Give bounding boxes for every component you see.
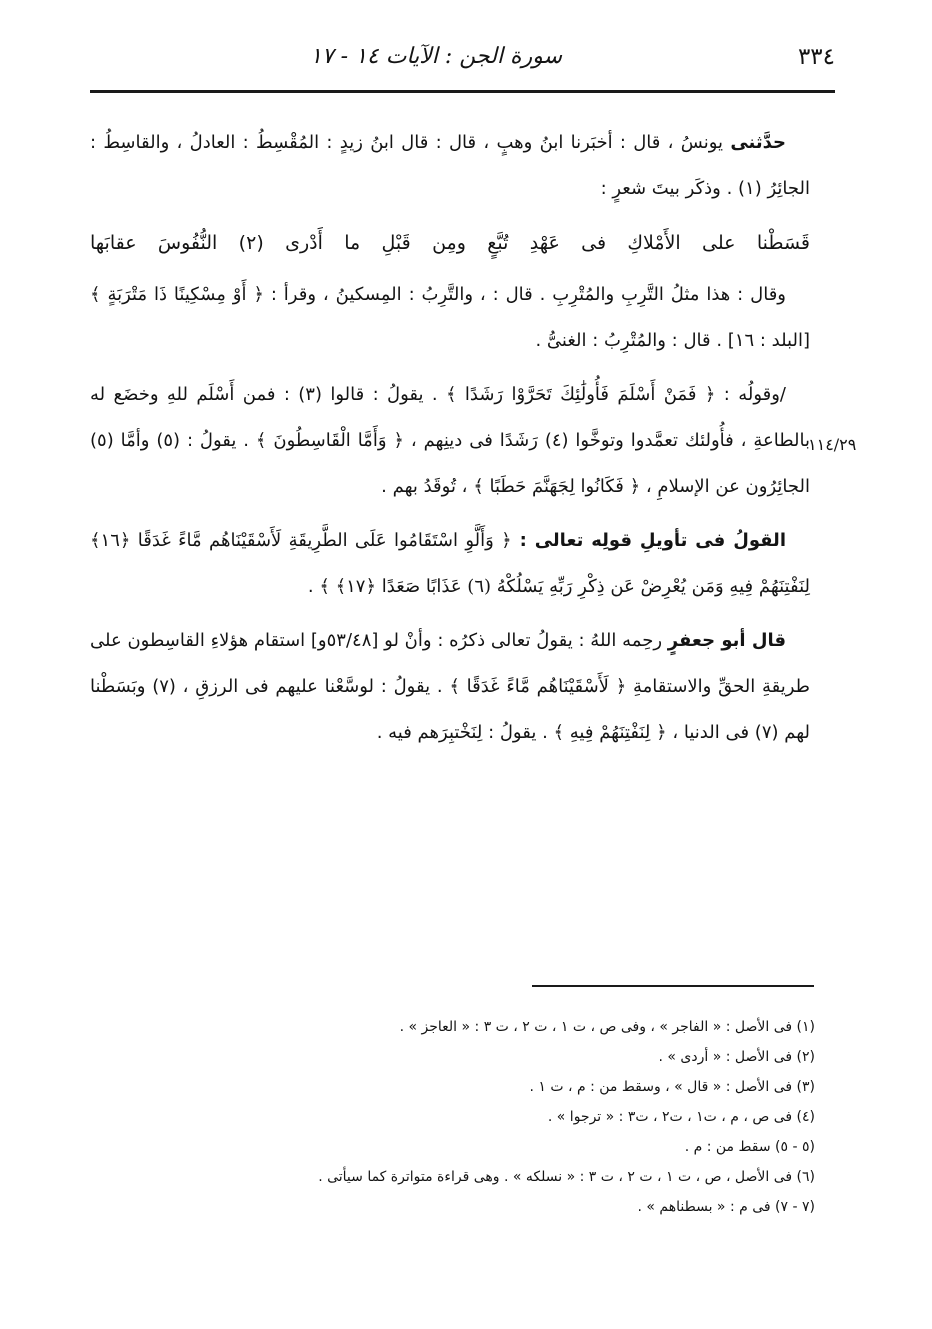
footnote: (٦) فى الأصل ، ص ، ت ١ ، ت ٢ ، ت ٣ : « نسلكه » . وهى قراءة متواترة كما سيأتى . xyxy=(318,1169,815,1185)
footnotes xyxy=(150,1012,815,1222)
page-header xyxy=(90,38,835,88)
footnote: (٢) فى الأصل : « أردى » . xyxy=(658,1049,815,1065)
footnote: (٤) فى ص ، م ، ت١ ، ت٢ ، ت٣ : « ترجوا » . xyxy=(547,1109,815,1125)
main-text xyxy=(90,120,810,764)
paragraph-3 xyxy=(90,372,810,510)
quran-quote: ﴿ وَأَلَّوِ اسْتَقَامُوا عَلَى الطَّرِيقَةِ لَأَسْقَيْنَاهُم مَّاءً غَدَقًا ﴿١٦﴾ لِنَفْتِنَهُمْ فِيهِ وَمَن يُعْرِضْ عَن ذِكْرِ رَبِّهِ يَسْلُكْهُ (٦) عَذَابًا صَعَدًا ﴿١٧﴾ ﴾ xyxy=(90,530,810,597)
paragraph-text: /وقولُه : xyxy=(715,384,786,405)
quran-quote: ﴿ أَوْ مِسْكِينًا ذَا مَتْرَبَةٍ ﴾ xyxy=(90,284,264,305)
paragraph-text: رحِمه اللهُ : يقولُ تعالى ذكرُه : وأنْ لو [٥٣/٤٨و] استقام هؤلاءِ القاسِطون على طريقةِ الحقِّ والاستقامةِ xyxy=(90,630,810,697)
paragraph-text: . يقولُ : لِنَخْتبِرَهم فيه . xyxy=(376,722,554,743)
paragraph-1 xyxy=(90,120,810,212)
poetry-verse: قَسَطْنا على الأَمْلاكِ فى عَهْدِ تُبَّعٍ ومِن قَبْلِ ما أَدْرى (٢) النُّفُوسَ عقابَها xyxy=(90,232,810,254)
page-number: ٣٣٤ xyxy=(797,44,835,70)
paragraph-text: . يقولُ : قالوا (٣) : فمن أَسْلَم للهِ وخضَع له بالطاعةِ ، فأُولئك تعمَّدوا وتوخَّوا (٤) رَشَدًا فى دينِهم ، xyxy=(90,384,810,451)
quran-quote: ﴿ لِنَفْتِنَهُمْ فِيهِ ﴾ xyxy=(553,722,667,743)
header-rule xyxy=(90,90,835,93)
quran-quote: ﴿ وَأَمَّا الْقَاسِطُونَ ﴾ xyxy=(255,430,404,451)
speaker-name: قال أبو جعفرٍ xyxy=(667,630,787,651)
paragraph-text: [البلد : ١٦] . قال : والمُتْرِبُ : الغنىُّ . xyxy=(535,330,810,351)
quran-quote: ﴿ فَمَنْ أَسْلَمَ فَأُولَٰئِكَ تَحَرَّوْا رَشَدًا ﴾ xyxy=(445,384,716,405)
paragraph-2 xyxy=(90,272,810,364)
footnote: (٥ - ٥) سقط من : م . xyxy=(684,1139,815,1155)
paragraph-text: وقال : هذا مثلُ التَّرِبِ والمُتْرِبِ . قال : ، والتَّرِبُ : المِسكينُ ، وقرأ : xyxy=(263,284,786,305)
paragraph-text: . يقولُ : لوسَّعْنا عليهم فى الرزقِ ، (٧) وبَسَطْنا لهم (٧) فى الدنيا ، xyxy=(90,676,810,743)
quran-quote: ﴿ فَكَانُوا لِجَهَنَّمَ حَطَبًا ﴾ xyxy=(473,476,641,497)
paragraph-text: يونسُ ، قال : أخبَرنا ابنُ وهبٍ ، قال : قال ابنُ زيدٍ : المُقْسِطُ : العادلُ ، والقاسِطُ : الجائِرُ (١) . وذكَر بيتَ شعرٍ : xyxy=(90,132,810,199)
paragraph-text: . يقولُ : (٥) وأمَّا (٥) الجائِرُون عن الإسلامِ ، xyxy=(90,430,810,497)
paragraph-text: ، تُوقَدُ بهم . xyxy=(381,476,474,497)
footnote: (٧ - ٧) فى م : « بسطناهم » . xyxy=(637,1199,815,1215)
quran-quote: ﴿ لَأَسْقَيْنَاهُم مَّاءً غَدَقًا ﴾ xyxy=(449,676,627,697)
footnote: (٣) فى الأصل : « قال » ، وسقط من : م ، ت ١ . xyxy=(529,1079,815,1095)
footnote: (١) فى الأصل : « الفاجر » ، وفى ص ، ت ١ ، ت ٢ ، ت ٣ : « العاجز » . xyxy=(399,1019,815,1035)
margin-reference: ١١٤/٢٩ xyxy=(808,435,857,454)
footnote-rule xyxy=(532,985,814,987)
paragraph-5 xyxy=(90,618,810,756)
section-heading: القولُ فى تأويلِ قولِه تعالى : xyxy=(511,530,786,551)
paragraph-4 xyxy=(90,518,810,610)
speaker-name: حدَّثنى xyxy=(730,132,786,153)
running-title: سورة الجن : الآيات ١٤ - ١٧ xyxy=(310,44,562,69)
paragraph-text: . xyxy=(307,576,320,597)
